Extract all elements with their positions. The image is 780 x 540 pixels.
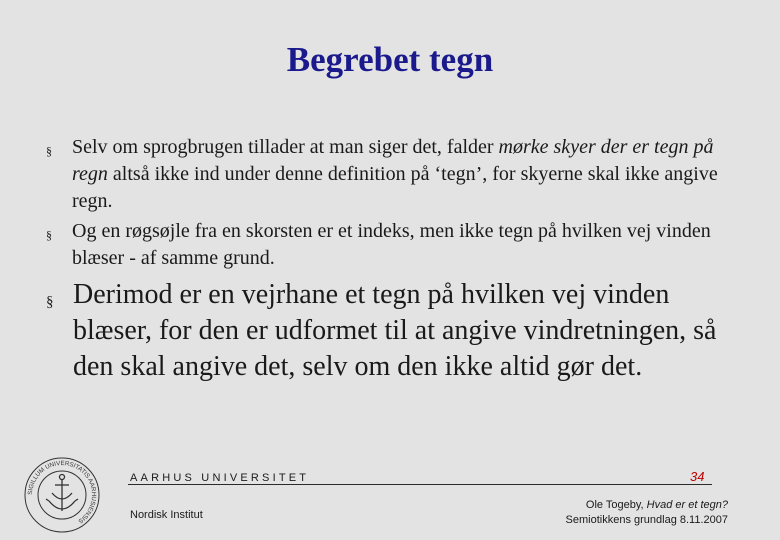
bullet-marker: §: [46, 144, 52, 158]
bullet-item-3: [46, 277, 746, 385]
page-number: 34: [690, 469, 705, 484]
author-line: [566, 498, 728, 513]
bullet-text-italic: mørke skyer der er tegn på regn: [72, 136, 714, 185]
author-name: Ole Togeby,: [585, 499, 647, 511]
bullet-text: Derimod er en vejrhane et tegn på hvilken vej vinden blæser, for den er udformet til at angive vindretningen, så den skal angive det, selv om den ikke altid gør det.: [73, 279, 717, 382]
bullet-text-part: altså ikke ind under denne definition på ‘tegn’, for skyerne skal ikke angive regn.: [72, 163, 718, 212]
bullet-item-2: [46, 218, 746, 272]
bullet-text-part: Selv om sprogbrugen tillader at man siger det, falder: [72, 136, 499, 158]
university-name: AARHUS UNIVERSITET: [130, 472, 310, 484]
footer-divider: [128, 484, 712, 485]
bullet-text: [72, 134, 746, 215]
university-seal-logo: [22, 455, 102, 535]
bullet-marker: §: [46, 228, 52, 242]
bullet-marker: §: [46, 294, 54, 310]
bullet-item-1: [46, 134, 746, 215]
credit-block: [566, 498, 728, 528]
slide-title: Begrebet tegn: [286, 40, 494, 79]
institute-name: Nordisk Institut: [130, 509, 203, 521]
anchor-icon: [46, 475, 78, 512]
course-line: Semiotikkens grundlag 8.11.2007: [565, 514, 728, 526]
lecture-title: Hvad er et tegn?: [646, 499, 728, 511]
bullet-text: Og en røgsøjle fra en skorsten er et indeks, men ikke tegn på hvilken vej vinden blæser - af samme grund.: [72, 220, 711, 269]
seal-ring-text: SIGILLUM UNIVERSITATIS AARHUSIENSIS: [26, 459, 98, 525]
